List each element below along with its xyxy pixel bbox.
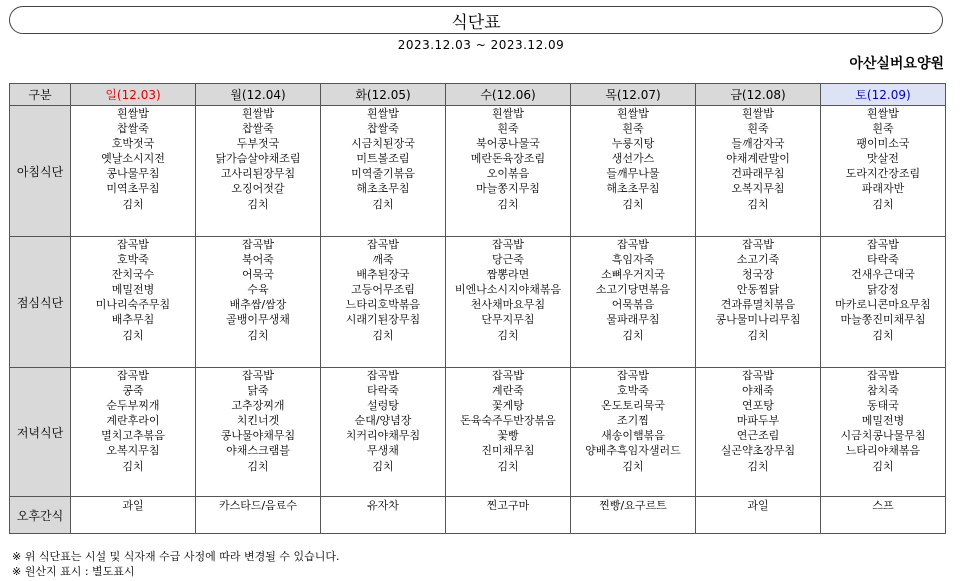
menu-table — [9, 83, 946, 534]
dish-item: 시금치된장국 — [351, 137, 415, 151]
dish-item: 들깨감자국 — [731, 137, 785, 151]
dish-item: 실곤약초장무침 — [720, 444, 796, 458]
dish-item: 소고기당면볶음 — [595, 283, 671, 297]
dish-item: 미트볼조림 — [356, 152, 410, 166]
dish-item: 흰죽 — [622, 122, 644, 136]
dish-item: 김치 — [622, 459, 644, 473]
dish-item: 흰쌀밥 — [117, 107, 149, 120]
dish-item: 안동찜닭 — [736, 283, 780, 297]
snack-cell: 찐고구마 — [446, 497, 571, 534]
dish-item: 닭가슴살야채조림 — [215, 152, 301, 166]
snack-cell: 카스타드/음료수 — [196, 497, 321, 534]
dish-item: 치킨너겟 — [236, 414, 280, 428]
dish-item: 흰쌀밥 — [492, 107, 524, 120]
dish-item: 파래자반 — [861, 182, 905, 196]
dish-item: 김치 — [747, 459, 769, 473]
menu-cell — [71, 106, 196, 237]
snack-cell: 과일 — [696, 497, 821, 534]
dish-item: 메밀전병 — [861, 414, 905, 428]
day-header-fri: 금(12.08) — [696, 84, 821, 106]
dish-item: 잡곡밥 — [617, 238, 649, 251]
menu-cell — [196, 368, 321, 497]
dish-item: 배추무침 — [111, 313, 155, 327]
dish-item: 흰쌀밥 — [617, 107, 649, 120]
dish-item: 흰쌀밥 — [367, 107, 399, 120]
menu-cell — [321, 237, 446, 368]
dish-item: 동태국 — [867, 399, 899, 413]
dish-item: 비엔나소시지야채볶음 — [454, 283, 562, 297]
dish-item: 김치 — [872, 459, 894, 473]
dish-item: 찹쌀죽 — [367, 122, 399, 136]
dish-item: 단무지무침 — [481, 313, 535, 327]
dish-item: 김치 — [122, 197, 144, 211]
dish-item: 연포탕 — [742, 399, 774, 413]
menu-cell — [821, 106, 946, 237]
dish-item: 잡곡밥 — [117, 238, 149, 251]
dish-item: 야채죽 — [742, 384, 774, 398]
dish-item: 꽃게탕 — [492, 399, 524, 413]
dish-item: 잡곡밥 — [492, 369, 524, 382]
dish-item: 치커리야채무침 — [345, 429, 421, 443]
dish-item: 계란죽 — [492, 384, 524, 398]
menu-cell — [571, 368, 696, 497]
dish-item: 고등어무조림 — [351, 283, 415, 297]
dish-item: 맛살전 — [867, 152, 899, 166]
dish-item: 잡곡밥 — [742, 369, 774, 382]
dish-item: 메란돈육장조림 — [470, 152, 546, 166]
dish-item: 시금치콩나물무침 — [840, 429, 926, 443]
day-header-tue: 화(12.05) — [321, 84, 446, 106]
dish-item: 소뼈우거지국 — [601, 268, 665, 282]
day-header-mon: 월(12.04) — [196, 84, 321, 106]
menu-title-box — [9, 6, 943, 34]
lunch-row — [10, 237, 946, 368]
dish-item: 잡곡밥 — [867, 238, 899, 251]
menu-cell — [446, 368, 571, 497]
dish-item: 고사리된장무침 — [220, 167, 296, 181]
dish-item: 느타리야채볶음 — [845, 444, 921, 458]
dish-item: 잡곡밥 — [242, 369, 274, 382]
dish-item: 김치 — [747, 197, 769, 211]
dish-item: 잡곡밥 — [617, 369, 649, 382]
dish-item: 두부젓국 — [236, 137, 280, 151]
corner-header: 구분 — [10, 84, 71, 106]
dish-item: 수육 — [247, 283, 269, 297]
page-title: 식단표 — [451, 12, 501, 33]
dish-item: 미역줄기볶음 — [351, 167, 415, 181]
dish-item: 오복지무침 — [106, 444, 160, 458]
dish-item: 시래기된장무침 — [345, 313, 421, 327]
dish-item: 김치 — [247, 459, 269, 473]
dish-item: 김치 — [372, 328, 394, 342]
dish-item: 오복지무침 — [731, 182, 785, 196]
snack-cell: 스프 — [821, 497, 946, 534]
dish-item: 김치 — [372, 197, 394, 211]
dish-item: 호박죽 — [617, 384, 649, 398]
menu-cell — [196, 106, 321, 237]
menu-cell — [571, 237, 696, 368]
dish-item: 순두부찌개 — [106, 399, 160, 413]
dish-item: 흰쌀밥 — [867, 107, 899, 120]
dish-item: 김치 — [372, 459, 394, 473]
dish-item: 콩나물미나리무침 — [715, 313, 801, 327]
dish-item: 마카로니콘마요무침 — [835, 298, 931, 312]
menu-cell — [446, 237, 571, 368]
dish-item: 꽃빵 — [497, 429, 519, 443]
dish-item: 당근죽 — [492, 253, 524, 267]
day-header-thu: 목(12.07) — [571, 84, 696, 106]
meal-label-snack: 오후간식 — [10, 497, 71, 534]
dish-item: 잡곡밥 — [367, 369, 399, 382]
day-header-sat: 토(12.09) — [821, 84, 946, 106]
dish-item: 온도토리묵국 — [601, 399, 665, 413]
dish-item: 콩나물야채무침 — [220, 429, 296, 443]
dish-item: 연근조림 — [736, 429, 780, 443]
dish-item: 잡곡밥 — [492, 238, 524, 251]
facility-name: 아산실버요양원 — [849, 56, 944, 72]
dish-item: 건새우근대국 — [851, 268, 915, 282]
dish-item: 깨죽 — [372, 253, 394, 267]
dish-item: 잡곡밥 — [867, 369, 899, 382]
note-line: ※ 원산지 표시 : 별도표시 — [12, 565, 135, 578]
dish-item: 김치 — [122, 459, 144, 473]
dish-item: 콩나물무침 — [106, 167, 160, 181]
dish-item: 김치 — [497, 459, 519, 473]
dish-item: 견과류멸치볶음 — [720, 298, 796, 312]
dish-item: 옛날소시지전 — [101, 152, 165, 166]
menu-cell — [321, 106, 446, 237]
dish-item: 김치 — [622, 197, 644, 211]
menu-cell — [321, 368, 446, 497]
dish-item: 해초초무침 — [356, 182, 410, 196]
dish-item: 고추장찌개 — [231, 399, 285, 413]
dish-item: 짬뽕라면 — [486, 268, 530, 282]
dish-item: 도라지간장조림 — [845, 167, 921, 181]
date-range: 2023.12.03 ~ 2023.12.09 — [397, 38, 565, 52]
dish-item: 미역초무침 — [106, 182, 160, 196]
dish-item: 야채계란말이 — [726, 152, 790, 166]
dish-item: 닭죽 — [247, 384, 269, 398]
meal-label-dinner: 저녁식단 — [10, 368, 71, 497]
dish-item: 흑임자죽 — [611, 253, 655, 267]
dish-item: 설렁탕 — [367, 399, 399, 413]
dish-item: 오이볶음 — [486, 167, 530, 181]
menu-cell — [696, 368, 821, 497]
dish-item: 찹쌀죽 — [117, 122, 149, 136]
dish-item: 느타리호박볶음 — [345, 298, 421, 312]
dish-item: 오징어젓갈 — [231, 182, 285, 196]
dish-item: 김치 — [247, 197, 269, 211]
menu-cell — [71, 368, 196, 497]
dish-item: 순대/양념장 — [354, 414, 412, 428]
dish-item: 계란후라이 — [106, 414, 160, 428]
dish-item: 김치 — [497, 328, 519, 342]
dish-item: 진미채무침 — [481, 444, 535, 458]
dish-item: 청국장 — [742, 268, 774, 282]
dish-item: 북어콩나물국 — [476, 137, 540, 151]
dish-item: 흰죽 — [747, 122, 769, 136]
dish-item: 물파래무침 — [606, 313, 660, 327]
dish-item: 닭강정 — [867, 283, 899, 297]
dish-item: 흰쌀밥 — [242, 107, 274, 120]
dish-item: 마늘쫑지무침 — [476, 182, 540, 196]
dish-item: 조기찜 — [617, 414, 649, 428]
dish-item: 양배추흑임자샐러드 — [585, 444, 681, 458]
dinner-row — [10, 368, 946, 497]
snack-cell: 찐빵/요구르트 — [571, 497, 696, 534]
dish-item: 김치 — [497, 197, 519, 211]
dish-item: 잔치국수 — [111, 268, 155, 282]
meal-label-lunch: 점심식단 — [10, 237, 71, 368]
dish-item: 찹쌀죽 — [242, 122, 274, 136]
dish-item: 누룽지탕 — [611, 137, 655, 151]
menu-cell — [821, 237, 946, 368]
dish-item: 김치 — [872, 328, 894, 342]
dish-item: 어묵국 — [242, 268, 274, 282]
dish-item: 건파래무침 — [731, 167, 785, 181]
day-header-wed: 수(12.06) — [446, 84, 571, 106]
dish-item: 돈육숙주두반장볶음 — [460, 414, 556, 428]
menu-cell — [821, 368, 946, 497]
menu-cell — [196, 237, 321, 368]
dish-item: 생선가스 — [611, 152, 655, 166]
dish-item: 참치죽 — [867, 384, 899, 398]
dish-item: 소고기죽 — [736, 253, 780, 267]
menu-cell — [696, 237, 821, 368]
dish-item: 골뱅이무생채 — [226, 313, 290, 327]
notes — [12, 549, 339, 579]
snack-cell: 유자차 — [321, 497, 446, 534]
dish-item: 호박젓국 — [111, 137, 155, 151]
dish-item: 김치 — [747, 328, 769, 342]
menu-cell — [446, 106, 571, 237]
dish-item: 타락죽 — [367, 384, 399, 398]
dish-item: 팽이미소국 — [856, 137, 910, 151]
menu-cell — [71, 237, 196, 368]
dish-item: 마파두부 — [736, 414, 780, 428]
dish-item: 해초초무침 — [606, 182, 660, 196]
dish-item: 미나리숙주무침 — [95, 298, 171, 312]
dish-item: 무생채 — [367, 444, 399, 458]
dish-item: 김치 — [872, 197, 894, 211]
dish-item: 타락죽 — [867, 253, 899, 267]
dish-item: 배추된장국 — [356, 268, 410, 282]
dish-item: 흰죽 — [497, 122, 519, 136]
dish-item: 잡곡밥 — [242, 238, 274, 251]
note-line: ※ 위 식단표는 시설 및 식자재 수급 사정에 따라 변경될 수 있습니다. — [12, 550, 340, 563]
menu-cell — [571, 106, 696, 237]
dish-item: 잡곡밥 — [742, 238, 774, 251]
dish-item: 배추쌈/쌈장 — [229, 298, 287, 312]
day-header-sun: 일(12.03) — [71, 84, 196, 106]
dish-item: 들깨무나물 — [606, 167, 660, 181]
dish-item: 새송이햄볶음 — [601, 429, 665, 443]
dish-item: 어묵볶음 — [611, 298, 655, 312]
dish-item: 김치 — [122, 328, 144, 342]
meal-label-breakfast: 아침식단 — [10, 106, 71, 237]
dish-item: 흰쌀밥 — [742, 107, 774, 120]
snack-row — [10, 497, 946, 534]
dish-item: 메밀전병 — [111, 283, 155, 297]
header-row — [10, 84, 946, 106]
snack-cell: 과일 — [71, 497, 196, 534]
menu-cell — [696, 106, 821, 237]
dish-item: 멸치고추볶음 — [101, 429, 165, 443]
dish-item: 잡곡밥 — [367, 238, 399, 251]
dish-item: 잡곡밥 — [117, 369, 149, 382]
breakfast-row — [10, 106, 946, 237]
dish-item: 콩죽 — [122, 384, 144, 398]
dish-item: 김치 — [247, 328, 269, 342]
dish-item: 북어죽 — [242, 253, 274, 267]
dish-item: 김치 — [622, 328, 644, 342]
dish-item: 호박죽 — [117, 253, 149, 267]
dish-item: 천사채마요무침 — [470, 298, 546, 312]
dish-item: 흰죽 — [872, 122, 894, 136]
dish-item: 야채스크램블 — [226, 444, 290, 458]
dish-item: 마늘쫑진미채무침 — [840, 313, 926, 327]
